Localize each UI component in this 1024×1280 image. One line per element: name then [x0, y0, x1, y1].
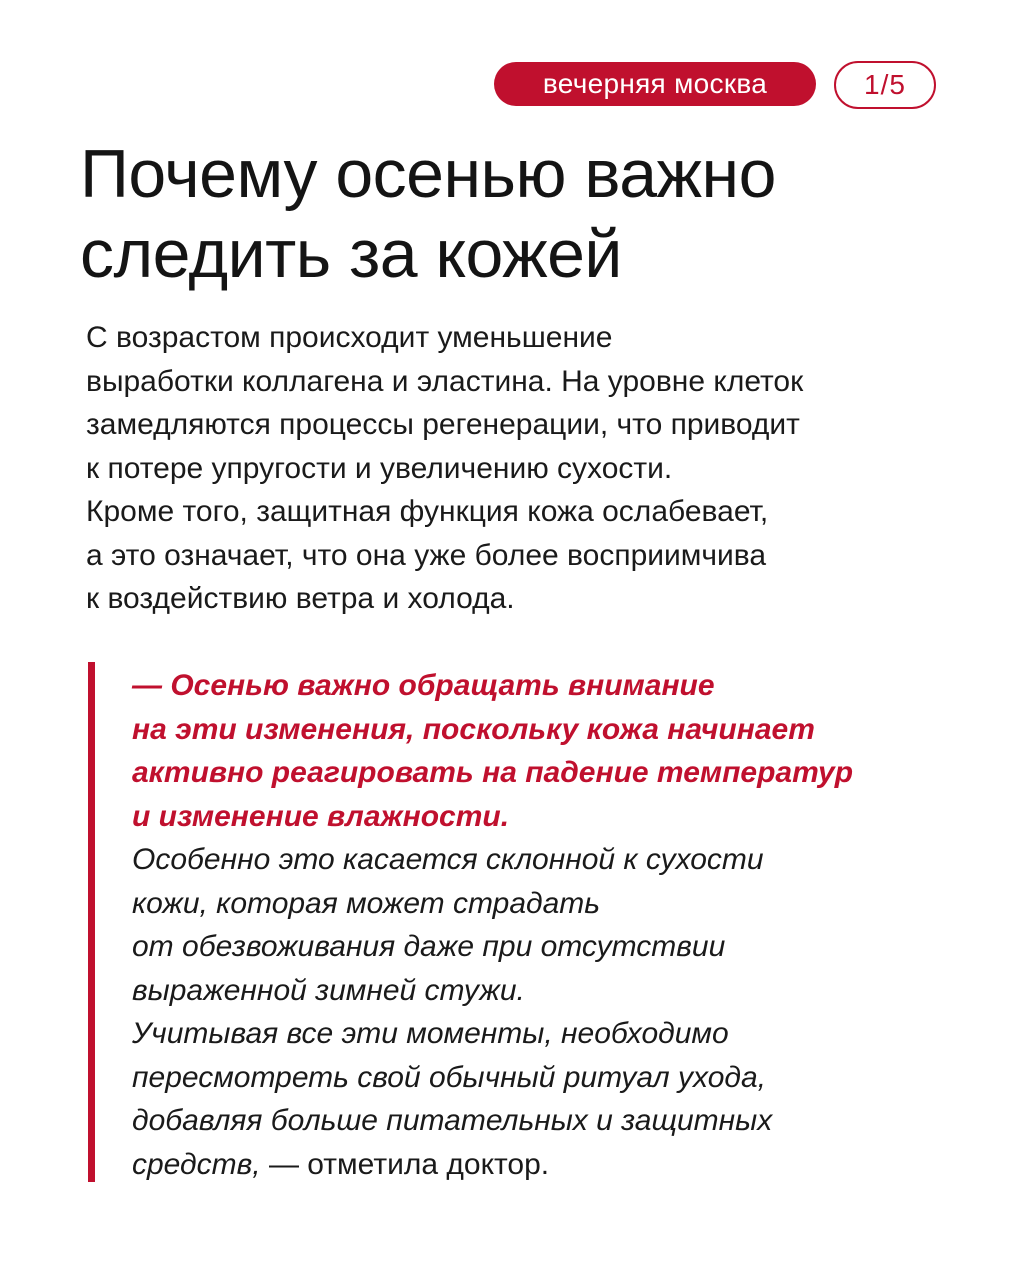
quote-body-line: добавляя больше питательных и защитных: [132, 1104, 773, 1137]
title-line: Почему осенью важно: [80, 136, 776, 212]
quote-highlight-line: на эти изменения, поскольку кожа начинает: [132, 712, 815, 746]
quote-body-line: от обезвоживания даже при отсутствии: [132, 930, 726, 963]
intro-line: к воздействию ветра и холода.: [86, 582, 515, 615]
intro-line: к потере упругости и увеличению сухости.: [86, 451, 673, 485]
quote-body-line: пересмотреть свой обычный ритуал ухода,: [132, 1060, 766, 1094]
intro-line: С возрастом происходит уменьшение: [86, 321, 613, 354]
brand-badge: вечерняя москва: [494, 62, 816, 106]
quote-body-line: Особенно это касается склонной к сухости: [132, 843, 764, 876]
page-counter: 1/5: [834, 61, 936, 109]
intro-paragraph: [86, 316, 966, 621]
title-line: следить за кожей: [80, 216, 622, 292]
intro-line: замедляются процессы регенерации, что приводит: [86, 408, 800, 441]
page-title: [80, 134, 980, 294]
intro-line: а это означает, что она уже более восприимчива: [86, 538, 767, 572]
intro-line: выработки коллагена и эластина. На уровне клеток: [86, 364, 804, 398]
quote-attribution: — отметила доктор.: [260, 1147, 550, 1181]
quote-accent-bar: [88, 662, 95, 1182]
quote-body-line: [132, 1143, 992, 1187]
quote-body-line: кожи, которая может страдать: [132, 886, 601, 920]
doctor-quote: [132, 664, 992, 1186]
quote-body-line: Учитывая все эти моменты, необходимо: [132, 1017, 729, 1050]
quote-body-line: выраженной зимней стужи.: [132, 973, 525, 1007]
quote-highlight-line: и изменение влажности.: [132, 799, 510, 833]
quote-body: [132, 838, 992, 1186]
quote-body-last-fragment: средств,: [132, 1147, 261, 1181]
intro-line: Кроме того, защитная функция кожа ослабевает,: [86, 495, 769, 528]
quote-highlight-line: — Осенью важно обращать внимание: [132, 669, 715, 702]
quote-highlight-line: активно реагировать на падение температур: [132, 756, 854, 789]
quote-highlight: [132, 664, 992, 838]
